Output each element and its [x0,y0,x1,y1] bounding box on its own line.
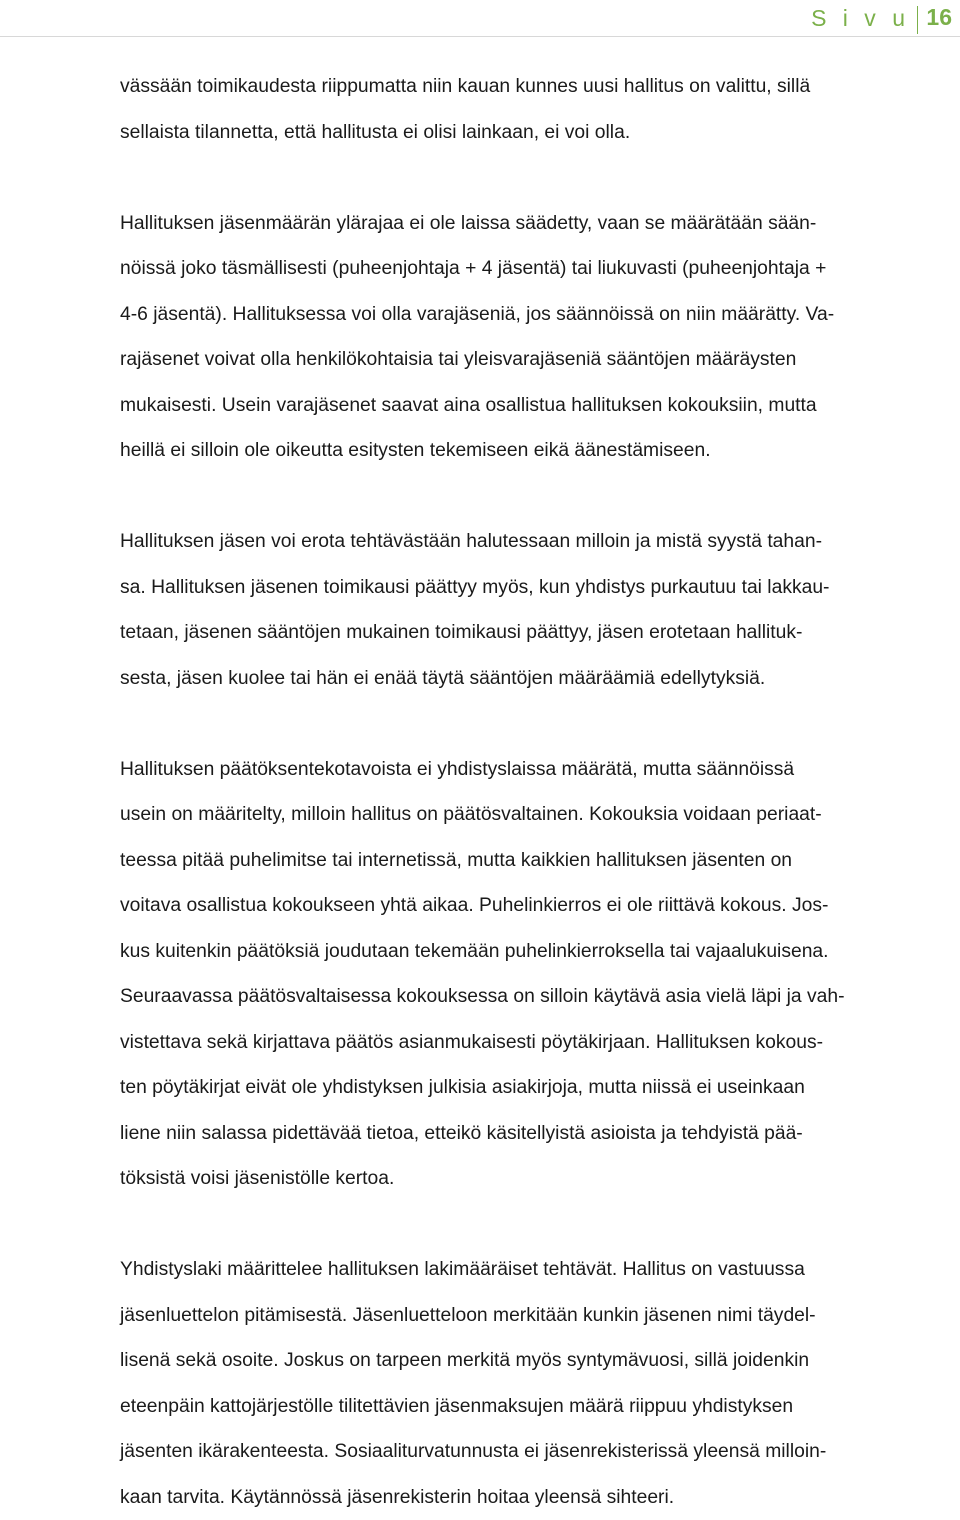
text-line: usein on määritelty, milloin hallitus on päätösvaltainen. Kokouksia voidaan periaat- [120,792,955,838]
paragraph-gap [120,701,955,747]
paragraph [120,747,955,1202]
text-line: tetaan, jäsenen sääntöjen mukainen toimikausi päättyy, jäsen erotetaan hallituk- [120,610,955,656]
text-line: rajäsenet voivat olla henkilökohtaisia tai yleisvarajäseniä sääntöjen määräysten [120,337,955,383]
paragraph [120,519,955,701]
paragraph [120,201,955,474]
paragraph-gap [120,155,955,201]
text-line: Seuraavassa päätösvaltaisessa kokouksessa on silloin käytävä asia vielä läpi ja vah- [120,974,955,1020]
text-line: Hallituksen päätöksentekotavoista ei yhdistyslaissa määrätä, mutta säännöissä [120,747,955,793]
text-line: liene niin salassa pidettävää tietoa, etteikö käsitellyistä asioista ja tehdyistä pää- [120,1111,955,1157]
paragraph-gap [120,1202,955,1248]
paragraph [120,1247,955,1520]
text-line: 4-6 jäsentä). Hallituksessa voi olla varajäseniä, jos säännöissä on niin määrätty. Va- [120,292,955,338]
text-line: ten pöytäkirjat eivät ole yhdistyksen julkisia asiakirjoja, mutta niissä ei useinkaan [120,1065,955,1111]
text-line: kus kuitenkin päätöksiä joudutaan tekemään puhelinkierroksella tai vajaalukuisena. [120,929,955,975]
text-line: sellaista tilannetta, että hallitusta ei olisi lainkaan, ei voi olla. [120,110,955,156]
text-line: vistettava sekä kirjattava päätös asianmukaisesti pöytäkirjaan. Hallituksen kokous- [120,1020,955,1066]
page-label: S i v u [811,5,910,32]
text-line: lisenä sekä osoite. Joskus on tarpeen merkitä myös syntymävuosi, sillä joidenkin [120,1338,955,1384]
text-line: Yhdistyslaki määrittelee hallituksen lakimääräiset tehtävät. Hallitus on vastuussa [120,1247,955,1293]
text-line: nöissä joko täsmällisesti (puheenjohtaja + 4 jäsentä) tai liukuvasti (puheenjohtaja + [120,246,955,292]
paragraph [120,64,955,155]
text-line: jäsenluettelon pitämisestä. Jäsenluetteloon merkitään kunkin jäsenen nimi täydel- [120,1293,955,1339]
document-body [120,64,955,1520]
text-line: voitava osallistua kokoukseen yhtä aikaa. Puhelinkierros ei ole riittävä kokous. Jos- [120,883,955,929]
text-line: sesta, jäsen kuolee tai hän ei enää täytä sääntöjen määräämiä edellytyksiä. [120,656,955,702]
text-line: heillä ei silloin ole oikeutta esitysten tekemiseen eikä äänestämiseen. [120,428,955,474]
header-rule [0,36,960,37]
text-line: sa. Hallituksen jäsenen toimikausi päättyy myös, kun yhdistys purkautuu tai lakkau- [120,565,955,611]
text-line: Hallituksen jäsen voi erota tehtävästään halutessaan milloin ja mistä syystä tahan- [120,519,955,565]
page-number: 16 [926,4,952,31]
text-line: vässään toimikaudesta riippumatta niin kauan kunnes uusi hallitus on valittu, sillä [120,64,955,110]
text-line: mukaisesti. Usein varajäsenet saavat aina osallistua hallituksen kokouksiin, mutta [120,383,955,429]
text-line: kaan tarvita. Käytännössä jäsenrekisterin hoitaa yleensä sihteeri. [120,1475,955,1520]
text-line: eteenpäin kattojärjestölle tilitettävien jäsenmaksujen määrä riippuu yhdistyksen [120,1384,955,1430]
page-number-separator [917,6,918,34]
text-line: teessa pitää puhelimitse tai internetissä, mutta kaikkien hallituksen jäsenten on [120,838,955,884]
paragraph-gap [120,474,955,520]
text-line: Hallituksen jäsenmäärän ylärajaa ei ole laissa säädetty, vaan se määrätään sään- [120,201,955,247]
page-header [0,0,960,38]
text-line: jäsenten ikärakenteesta. Sosiaaliturvatunnusta ei jäsenrekisterissä yleensä milloin- [120,1429,955,1475]
text-line: töksistä voisi jäsenistölle kertoa. [120,1156,955,1202]
